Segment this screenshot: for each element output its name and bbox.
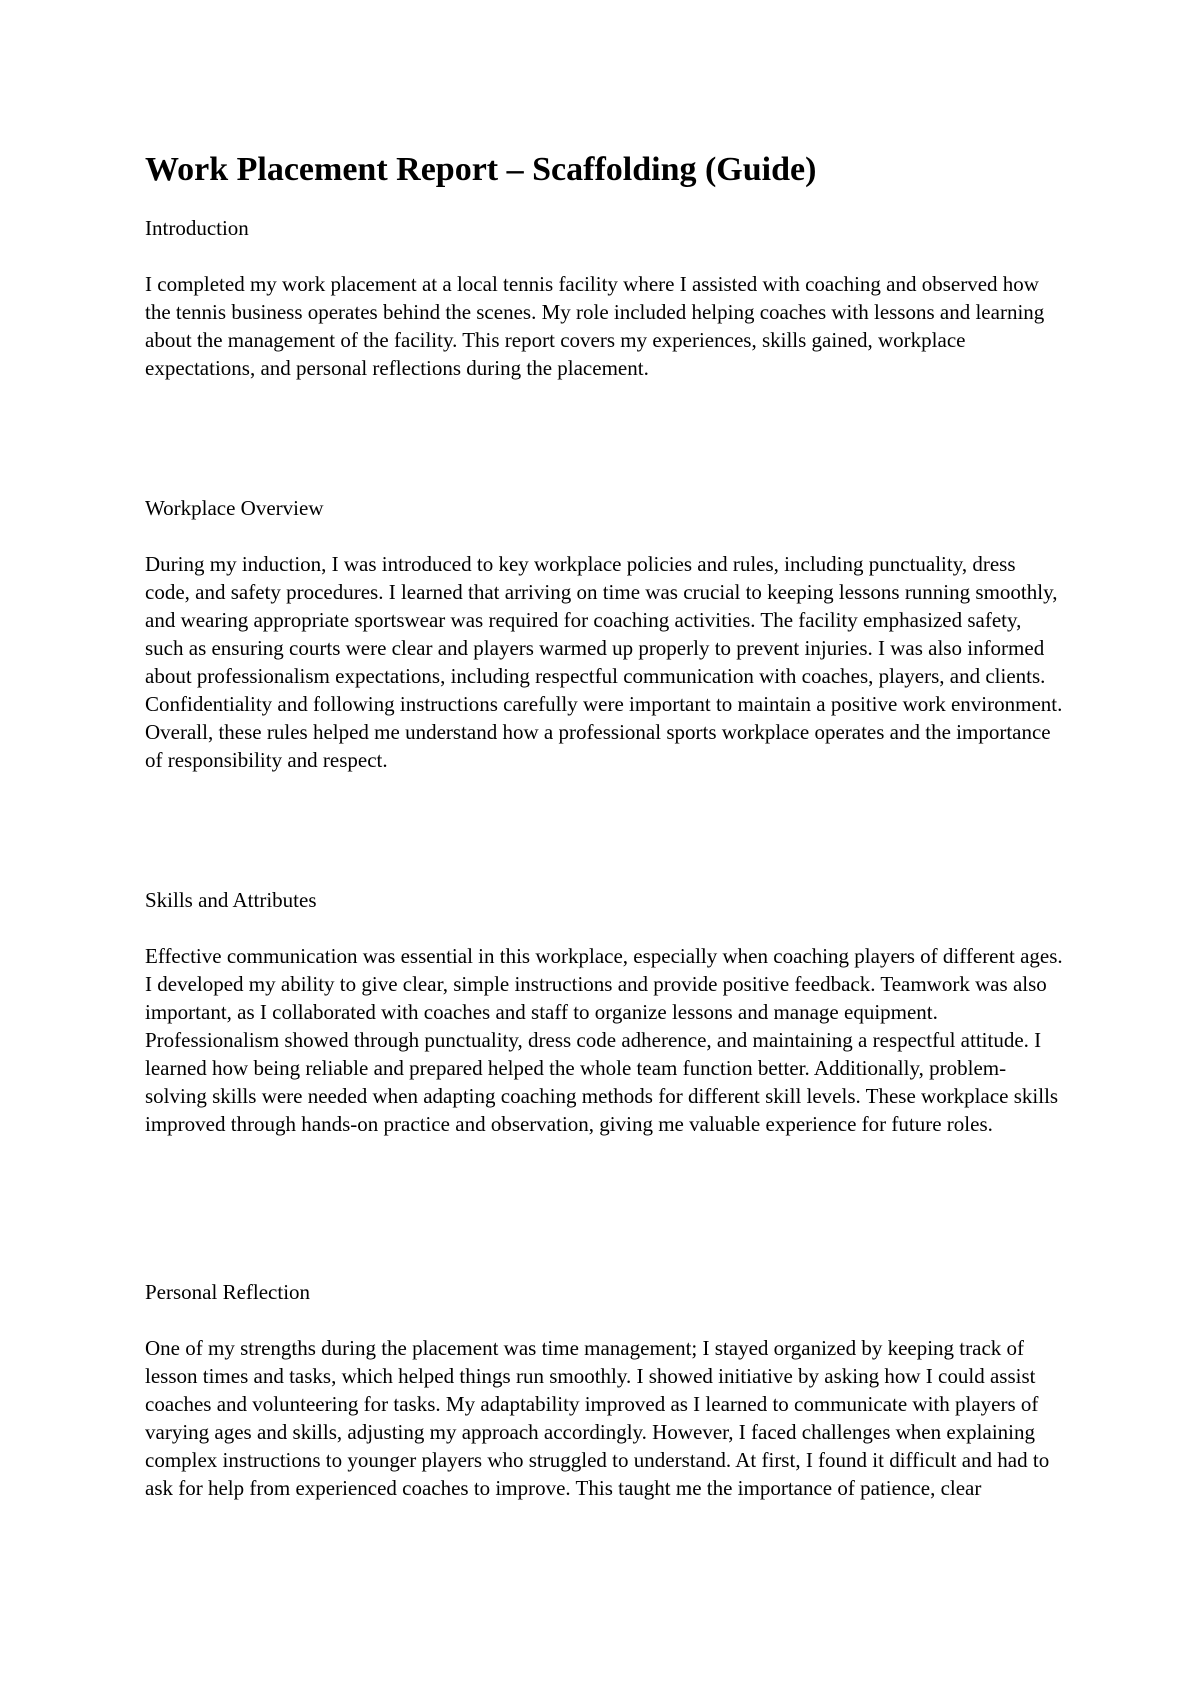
section-personal-reflection [145,1278,1065,1538]
section-body-workplace-overview: During my induction, I was introduced to key workplace policies and rules, including punctuality, dress code, and safety procedures. I learned that arriving on time was crucial to keeping lessons running smoothly, and wearing appropriate sportswear was required for coaching activities. The facility emphasized safety, such as ensuring courts were clear and players warmed up properly to prevent injuries. I was also informed about professionalism expectations, including respectful communication with coaches, players, and clients. Confidentiality and following instructions carefully were important to maintain a positive work environment. Overall, these rules helped me understand how a professional sports workplace operates and the importance of responsibility and respect. [145,552,1063,772]
section-heading-personal-reflection: Personal Reflection [145,1280,311,1304]
section-body-skills-and-attributes: Effective communication was essential in this workplace, especially when coaching players of different ages. I developed my ability to give clear, simple instructions and provide positive feedback. Teamwork was also important, as I collaborated with coaches and staff to organize lessons and manage equipment. Professionalism showed through punctuality, dress code adherence, and maintaining a respectful attitude. I learned how being reliable and prepared helped the whole team function better. Additionally, problem-solving skills were needed when adapting coaching methods for different skill levels. These workplace skills improved through hands-on practice and observation, giving me valuable experience for future roles. [145,944,1063,1136]
section-heading-introduction: Introduction [145,216,249,240]
document-content [145,150,1065,1538]
section-workplace-overview [145,494,1065,886]
section-body-personal-reflection: One of my strengths during the placement was time management; I stayed organized by keeping track of lesson times and tasks, which helped things run smoothly. I showed initiative by asking how I could assist coaches and volunteering for tasks. My adaptability improved as I learned to communicate with players of varying ages and skills, adjusting my approach accordingly. However, I faced challenges when explaining complex instructions to younger players who struggled to understand. At first, I found it difficult and had to ask for help from experienced coaches to improve. This taught me the importance of patience, clear [145,1336,1050,1500]
section-introduction [145,214,1065,494]
section-body-introduction: I completed my work placement at a local tennis facility where I assisted with coaching and observed how the tennis business operates behind the scenes. My role included helping coaches with lessons and learning about the management of the facility. This report covers my experiences, skills gained, workplace expectations, and personal reflections during the placement. [145,272,1045,380]
section-skills-and-attributes [145,886,1065,1278]
section-heading-workplace-overview: Workplace Overview [145,496,324,520]
section-heading-skills-and-attributes: Skills and Attributes [145,888,317,912]
page-title: Work Placement Report – Scaffolding (Guide) [145,151,817,188]
